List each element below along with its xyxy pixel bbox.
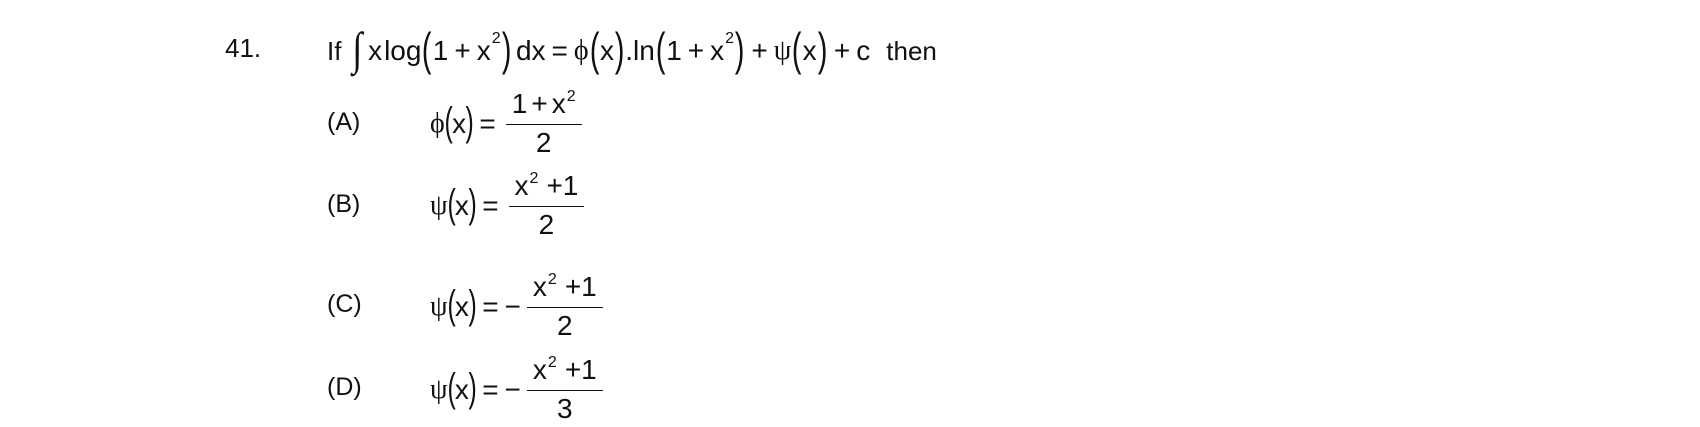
close-paren: ) — [468, 365, 477, 410]
numerator-exponent: 2 — [566, 88, 576, 105]
fraction — [506, 88, 582, 159]
numerator-exponent: 2 — [529, 170, 539, 187]
x-var: x — [454, 290, 469, 322]
numerator-lead: 1 — [511, 88, 528, 119]
open-paren: ( — [422, 23, 432, 75]
close-paren: ) — [817, 23, 827, 75]
phi-symbol: ϕ — [430, 107, 445, 139]
open-paren: ( — [447, 282, 456, 327]
open-paren: ( — [447, 181, 456, 226]
fraction — [509, 170, 585, 241]
numerator-var: x — [514, 170, 529, 201]
option-d-expression — [430, 354, 603, 425]
option-c-label[interactable]: (C) — [327, 290, 362, 318]
open-paren: ( — [589, 23, 600, 75]
open-paren: ( — [655, 23, 666, 75]
psi-symbol: ψ — [430, 189, 448, 221]
numerator-tail: +1 — [564, 271, 597, 302]
if-word: If — [327, 35, 342, 66]
option-b-label[interactable]: (B) — [327, 190, 361, 218]
numerator-var: x — [532, 271, 547, 302]
numerator — [506, 88, 582, 125]
integrand-x: x — [368, 35, 383, 66]
open-paren: ( — [792, 23, 802, 75]
numerator-var: x — [551, 88, 566, 119]
x-var: x — [710, 35, 725, 66]
plus-sign: + — [751, 35, 768, 66]
numerator-exponent: 2 — [547, 354, 557, 371]
fraction — [527, 271, 603, 342]
question-number: 41. — [225, 33, 262, 63]
x-var: x — [599, 35, 614, 66]
option-d-label[interactable]: (D) — [327, 373, 362, 401]
equals-sign: = — [482, 290, 499, 322]
numerator-exponent: 2 — [547, 271, 557, 288]
constant-c: c — [856, 35, 871, 66]
close-paren: ) — [468, 282, 477, 327]
numerator — [527, 354, 603, 391]
log-function: log — [384, 35, 422, 66]
equals-sign: = — [479, 107, 496, 139]
one: 1 — [666, 35, 682, 66]
x-var: x — [452, 107, 467, 139]
exponent: 2 — [725, 30, 735, 47]
dx: dx — [515, 35, 546, 66]
ln-function: .ln — [625, 35, 655, 66]
numerator-var: x — [532, 354, 547, 385]
numerator-tail: +1 — [546, 170, 579, 201]
plus-sign: + — [454, 35, 471, 66]
option-b-expression — [430, 170, 584, 241]
denominator: 3 — [557, 393, 573, 424]
phi-symbol: ϕ — [573, 35, 589, 66]
minus-sign: − — [504, 373, 521, 405]
minus-sign: − — [504, 290, 521, 322]
one: 1 — [432, 35, 449, 66]
question-stem — [327, 24, 937, 78]
psi-symbol: ψ — [430, 373, 448, 405]
exponent: 2 — [491, 30, 501, 47]
numerator — [509, 170, 585, 207]
close-paren: ) — [734, 23, 745, 75]
denominator: 2 — [538, 209, 555, 240]
denominator: 2 — [535, 127, 552, 158]
option-c-expression — [430, 271, 603, 342]
psi-symbol: ψ — [773, 35, 792, 66]
then-word: then — [886, 35, 937, 66]
denominator: 2 — [557, 310, 573, 341]
psi-symbol: ψ — [430, 290, 448, 322]
close-paren: ) — [468, 181, 477, 226]
x-var: x — [454, 189, 469, 221]
equals-sign: = — [482, 189, 499, 221]
close-paren: ) — [501, 23, 512, 75]
equals-sign: = — [551, 35, 568, 66]
x-var: x — [454, 373, 469, 405]
close-paren: ) — [614, 23, 625, 75]
open-paren: ( — [447, 365, 456, 410]
option-a-expression — [430, 88, 582, 159]
numerator-tail: +1 — [564, 354, 597, 385]
close-paren: ) — [465, 99, 474, 144]
fraction — [527, 354, 603, 425]
numerator-op: + — [531, 88, 548, 119]
x-var: x — [476, 35, 491, 66]
option-a-label[interactable]: (A) — [327, 108, 361, 136]
equals-sign: = — [482, 373, 499, 405]
integral-sign: ∫ — [352, 23, 363, 74]
plus-sign: + — [687, 35, 705, 66]
x-var: x — [802, 35, 817, 66]
numerator — [527, 271, 603, 308]
plus-sign: + — [833, 35, 851, 66]
open-paren: ( — [444, 99, 453, 144]
